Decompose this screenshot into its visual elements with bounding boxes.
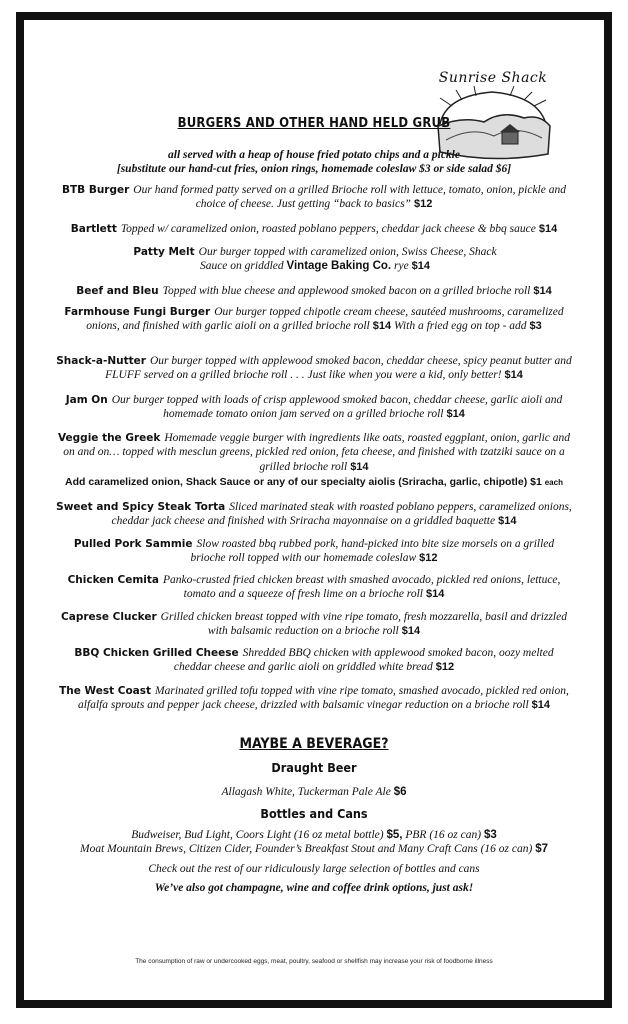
item-price: $14 [372, 320, 392, 333]
item-price: $14 [446, 408, 465, 421]
menu-item [56, 305, 572, 334]
menu-item [56, 222, 572, 236]
section-subtitle-substitutions: [substitute our hand-cut fries, onion rings, homemade coleslaw $3 or side salad $6] [116, 163, 512, 175]
item-price: $14 [531, 699, 551, 712]
item-price: $14 [504, 369, 523, 382]
item-desc: Panko-crusted fried chicken breast with smashed avocado, pickled red onions, lettuce, tomato and a squeeze of fresh lime on a brioche roll [163, 574, 561, 601]
bottles-price-1: $5, [386, 829, 403, 841]
item-desc: Our hand formed patty served on a grilled Brioche roll with lettuce, tomato, onion, pickle and choice of cheese. Just getting “back to basics” [133, 184, 566, 211]
addon-price: $1 [530, 476, 542, 488]
item-price: $14 [425, 588, 445, 601]
bottles-text-1b: PBR (16 oz can) [405, 829, 482, 841]
item-desc: Our burger topped with applewood smoked bacon, cheddar cheese, spicy peanut butter and FLUFF served on a grilled brioche roll . . . Just like when you were a kid, only better! [105, 355, 572, 382]
item-price: $14 [498, 515, 517, 528]
item-name: Caprese Clucker [61, 611, 157, 623]
item-price: $12 [413, 198, 433, 211]
item-price: $14 [533, 285, 552, 297]
bottles-line-1 [0, 828, 628, 843]
bottles-line-2 [0, 842, 628, 857]
draught-beer-list [0, 785, 628, 800]
bottles-text-2: Moat Mountain Brews, Citizen Cider, Founder’s Breakfast Stout and Many Craft Cans (16 oz can) [80, 843, 533, 855]
bottles-price-2: $7 [535, 843, 548, 855]
item-name: BTB Burger [62, 184, 130, 196]
item-desc: Homemade veggie burger with ingredients like oats, roasted eggplant, onion, garlic and on and on… topped with mesclun greens, pickled red onion, feta cheese, and finished with tzatziki sauce on a grilled brioche roll [63, 432, 570, 473]
item-price: $12 [419, 552, 438, 565]
menu-item [56, 537, 572, 566]
bottles-cans-title: Bottles and Cans [260, 806, 368, 821]
menu-item [56, 610, 572, 639]
item-price: $14 [401, 625, 421, 638]
draught-text: Allagash White, Tuckerman Pale Ale [221, 786, 391, 798]
item-name: Patty Melt [133, 246, 195, 258]
item-extra-price: $3 [529, 320, 542, 333]
burgers-section-title: BURGERS AND OTHER HAND HELD GRUB [177, 116, 451, 131]
other-drinks-note: We’ve also got champagne, wine and coffee drink options, just ask! [154, 882, 474, 894]
addon-text: Add caramelized onion, Shack Sauce or any of our specialty aiolis (Sriracha, garlic, chipotle) [65, 476, 528, 488]
item-desc: Our burger topped chipotle cream cheese, sautéed mushrooms, caramelized onions, and finished with garlic aioli on a grilled brioche roll [86, 306, 564, 333]
item-desc-bakery: Vintage Baking Co. [286, 260, 392, 273]
item-name: Veggie the Greek [57, 432, 161, 444]
item-name: Bartlett [70, 223, 117, 235]
item-desc: Our burger topped with caramelized onion, Swiss Cheese, Shack Sauce on griddled [198, 246, 497, 273]
item-desc: Slow roasted bbq rubbed pork, hand-picked into bite size morsels on a grilled brioche roll topped with our homemade coleslaw [190, 538, 555, 565]
bottles-note: Check out the rest of our ridiculously large selection of bottles and cans [148, 863, 480, 875]
menu-item [130, 245, 500, 274]
menu-item [56, 646, 572, 675]
item-name: Shack-a-Nutter [56, 355, 146, 367]
item-desc: Marinated grilled tofu topped with vine ripe tomato, smashed avocado, pickled red onion, alfalfa sprouts and pepper jack cheese, drizzled with balsamic vinegar reduction on a brioche roll [77, 685, 569, 712]
item-desc: Our burger topped with loads of crisp applewood smoked bacon, cheddar cheese, garlic aioli and homemade tomato onion jam served on a grilled brioche roll [111, 394, 563, 421]
item-name: Farmhouse Fungi Burger [64, 306, 211, 318]
addon-note [40, 476, 588, 488]
draught-price: $6 [393, 786, 407, 798]
item-name: Pulled Pork Sammie [73, 538, 193, 550]
item-desc: Topped with blue cheese and applewood smoked bacon on a grilled brioche roll [162, 285, 531, 297]
menu-item [56, 354, 572, 383]
item-desc-tail: rye [393, 260, 409, 273]
menu-item [56, 284, 572, 298]
logo-text: Sunrise Shack [438, 70, 548, 86]
item-price: $12 [435, 661, 455, 674]
item-name: BBQ Chicken Grilled Cheese [74, 647, 239, 659]
menu-item [56, 183, 572, 212]
beverage-section-title: MAYBE A BEVERAGE? [239, 736, 389, 752]
menu-item [56, 431, 572, 474]
food-safety-disclaimer: The consumption of raw or undercooked eggs, meat, poultry, seafood or shellfish may increase your risk of foodborne illness [135, 958, 493, 965]
item-desc: Topped w/ caramelized onion, roasted poblano peppers, cheddar jack cheese & bbq sauce [120, 223, 536, 235]
item-price: $14 [411, 260, 431, 273]
section-subtitle: all served with a heap of house fried potato chips and a pickle [168, 149, 460, 161]
item-name: Beef and Bleu [76, 285, 159, 297]
item-name: Sweet and Spicy Steak Torta [56, 501, 226, 513]
item-desc: Grilled chicken breast topped with vine ripe tomato, fresh mozzarella, basil and drizzled with balsamic reduction on a brioche roll [160, 611, 567, 638]
menu-item [56, 573, 572, 602]
menu-item [56, 500, 572, 529]
addon-unit: each [544, 478, 563, 487]
item-desc: Shredded BBQ chicken with applewood smoked bacon, oozy melted cheddar cheese and garlic aioli on griddled white bread [173, 647, 554, 674]
item-price: $14 [350, 460, 369, 473]
item-extra: With a fried egg on top - add [393, 320, 527, 333]
item-name: The West Coast [59, 685, 152, 697]
menu-item [56, 393, 572, 422]
bottles-text-1: Budweiser, Bud Light, Coors Light (16 oz metal bottle) [131, 829, 384, 841]
item-price: $14 [538, 223, 558, 235]
menu-item [56, 684, 572, 713]
item-name: Chicken Cemita [67, 574, 160, 586]
item-name: Jam On [65, 394, 108, 406]
item-desc: Sliced marinated steak with roasted poblano peppers, caramelized onions, cheddar jack cheese and finished with Sriracha mayonnaise on a griddled baquette [111, 501, 572, 528]
bottles-price-1b: $3 [483, 829, 497, 841]
draught-beer-title: Draught Beer [271, 760, 357, 775]
